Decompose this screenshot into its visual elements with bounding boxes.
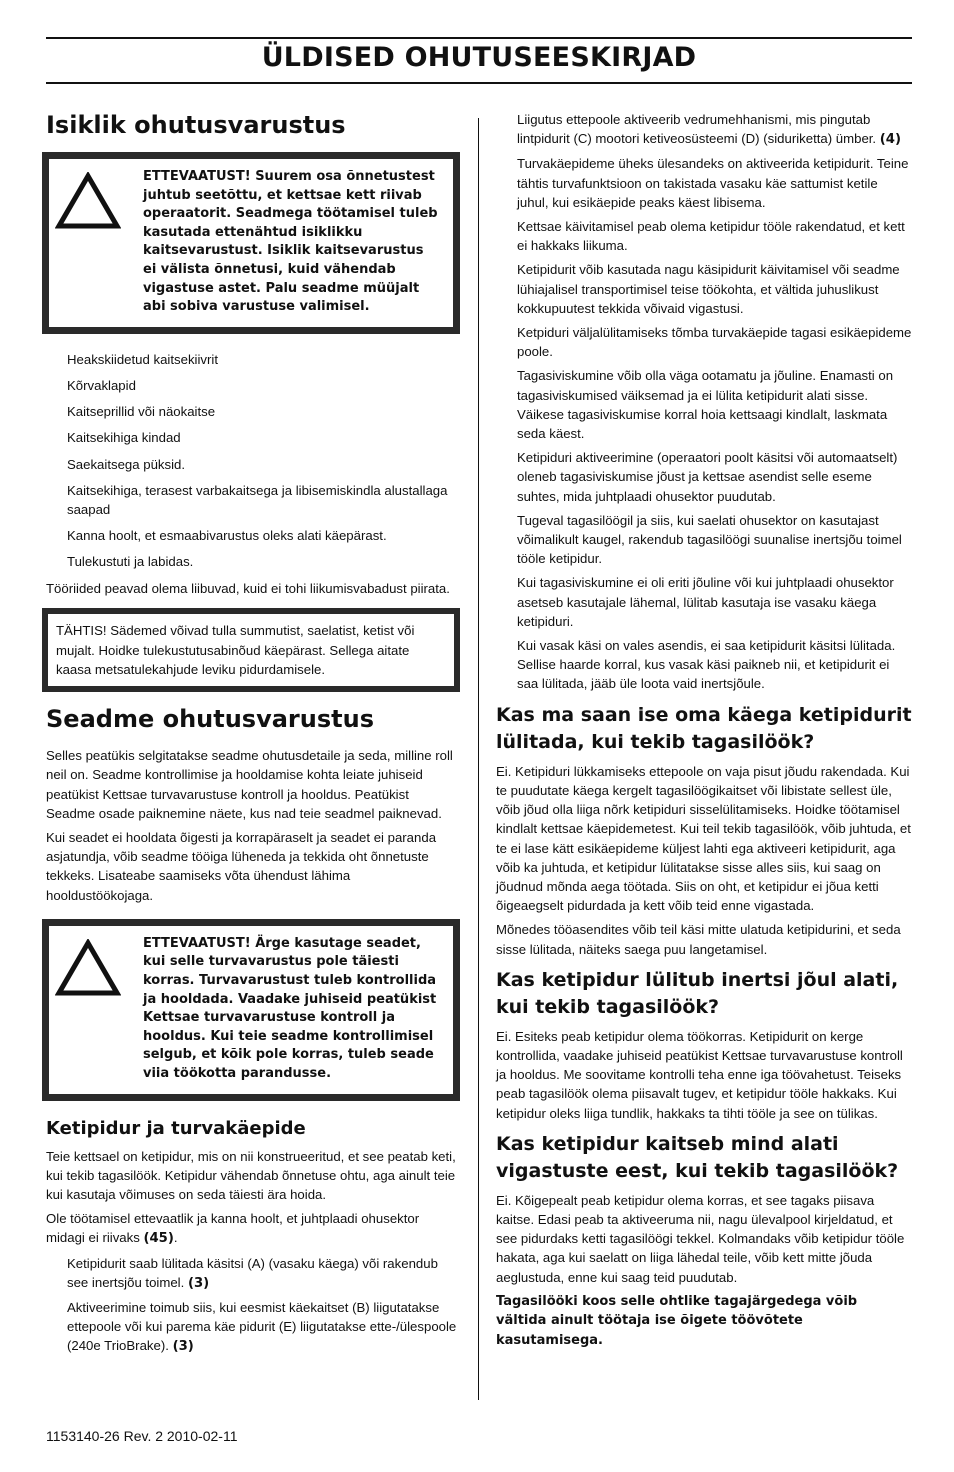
- paragraph: Selles peatükis selgitatakse seadme ohutusdetaile ja seda, milline roll neil on. Seadme kontrollimise ja hooldamise kohta leiate juhiseid peatükist Kettsae turvavarustuse kontroll ja hooldus. Peatükist Seadme osade paiknemine näete, kus nad teie seadmel paiknevad.: [46, 748, 453, 821]
- subsection-title: Ketipidur ja turvakäepide: [46, 1117, 306, 1139]
- paragraph: Ketipidurit võib kasutada nagu käsipidurit käivitamisel või seadme lühiajalisel transportimisel teise töökohta, et vältida juhuslikust kokkupuutest tekkida võivaid vigastusi.: [517, 262, 900, 316]
- paragraph: Kui vasak käsi on vales asendis, ei saa ketipidurit käsitsi lülitada. Sellise haarde korral, kus vasak käsi paikneb nii, et ketipidurit ei saa lülitada, jääb üle loota vaid inertsjõule.: [517, 638, 896, 692]
- column-divider: [478, 118, 479, 1400]
- paragraph: Teie kettsael on ketipidur, mis on nii konstrueeritud, et see peatab keti, kui tekib tagasilöök. Ketipidur vähendab õnnetuse ohtu, aga ainult teie kui kasutaja võimuses on seda täiesti ära hoida.: [46, 1148, 456, 1202]
- section-title-personal-equipment: Isiklik ohutusvarustus: [46, 111, 346, 139]
- paragraph: Kettsae käivitamisel peab olema ketipidur tööle rakendatud, et kett ei hakkaks liikuma.: [517, 219, 905, 254]
- paragraph-text: Ketipidurit saab lülitada käsitsi (A) (vasaku käega) või rakendub see inertsjõu toimel.: [67, 1255, 438, 1290]
- paragraph: Tagasiviskumine võib olla väga ootamatu ja jõuline. Enamasti on tagasiviskumised väiksemad ja ei lülita ketipidurit alati sisse. Väikese tagasiviskumise korral hoia kettsaagi kindlalt, laskmata seda käest.: [517, 368, 894, 442]
- paragraph: Turvakäepideme üheks ülesandeks on aktiveerida ketipidurit. Teine tähtis turvafunktsioon on takistada vasaku käe sattumist ketile juhul, kui esikäepide peaks käest libisema.: [517, 156, 909, 210]
- clothing-text: Tööriided peavad olema liibuvad, kuid ei tohi liikumisvabadust piirata.: [46, 580, 450, 596]
- emphasis-paragraph: Tagasilööki koos selle ohtlike tagajärgedega võib vältida ainult töötaja ise õigete töövõtete kasutamisega.: [496, 1293, 858, 1348]
- figure-ref: (45): [143, 1231, 174, 1247]
- equipment-item: Kanna hoolt, et esmaabivarustus oleks alati käepärast.: [67, 528, 387, 544]
- warning-text-1: ETTEVAATUST! Suurem osa õnnetustest juhtub seetõttu, et kettsae kett riivab operaatorit. Seadmega töötamisel tuleb kasutada ettenähtud isiklikku kaitsevarustust. Isiklik kaitsevarustus ei välista õnnetusi, kuid vähendab vigastuse astet. Palu seadme müüjalt abi sobiva varustuse valimisel.: [143, 169, 438, 315]
- header-rule-top: [46, 37, 912, 39]
- notice-box: [42, 608, 460, 692]
- paragraph: Kui tagasiviskumine ei oli eriti jõuline või kui juhtplaadi ohusektor asetseb kasutajale lähemal, lülitab kasutaja ise vasaku käega ketipiduri.: [517, 575, 894, 629]
- paragraph: Ei. Esiteks peab ketipidur olema töökorras. Ketipidurit on kerge kontrollida, vaadake juhiseid peatükist Kettsae turvavarustuse kontroll ja hooldus. Me soovitame kontrolli teha enne iga töövahetust. Teiseks peab tagasilöök olema piisavalt tugev, et ketipidur tööle hakkaks. Kui ketipidur oleks liiga tundlik, hakkaks ta tihti tööle ja see on tülikas.: [496, 1028, 903, 1121]
- warning-box-1: [42, 152, 460, 334]
- equipment-item: Tulekustuti ja labidas.: [67, 554, 194, 570]
- warning-triangle-icon: [55, 935, 127, 1084]
- paragraph: [46, 1254, 460, 1293]
- equipment-item: Heakskiidetud kaitsekiivrit: [67, 351, 218, 367]
- paragraph: Ei. Kõigepealt peab ketipidur olema korras, et see tagaks piisava kaitse. Edasi peab ta aktiveeruma nii, nagu ülevalpool kirjeldatud, et see pidurdaks ketti tagasilöögi tekkel. Kolmandaks võib ketipidur tööle hakata, aga kui saelatt on liiga lähedal teile, võib kett mitte jõuda aeglustuda, enne kui saag teid puudutab.: [496, 1192, 905, 1285]
- paragraph: Ketpiduri väljalülitamiseks tõmba turvakäepide tagasi esikäepideme poole.: [517, 325, 912, 360]
- equipment-item: Saekaitsega püksid.: [67, 456, 186, 472]
- paragraph: Ei. Ketipiduri lükkamiseks ettepoole on vaja pisut jõudu rakendada. Kui te puudutate käega kergelt tagasilöögikaitset või libistate sellest üle, võib jõud olla liiga nõrk ketipiduri sisselülitamiseks. Hoidke töötamisel kindlalt kettsae käepidemetest. Kui teil tekib tagasilöök, võib juhtuda, et te ei lase kätt esikäepideme küljest lahti ega aktiveeri ketipidurit, aga võib ka juhtuda, et ketipidur lülitatakse sisse alles siis, kui saag on jõudnud mõnda aega töötada. Siis on oht, et ketipidur ei jõua ketti õigeaegselt pidurdada ja kett võib teid enne vigastada.: [496, 763, 911, 914]
- equipment-item: Kaitsekihiga, terasest varbakaitsega ja libisemiskindla alustallaga saapad: [67, 482, 448, 517]
- page-title: ÜLDISED OHUTUSEESKIRJAD: [261, 42, 697, 73]
- figure-ref: (3): [187, 1275, 210, 1291]
- equipment-item: Kaitsekihiga kindad: [67, 430, 181, 446]
- warning-box-2: [42, 919, 460, 1101]
- header-rule-bottom: [46, 82, 912, 84]
- paragraph: [496, 110, 912, 149]
- paragraph: Tugeval tagasilöögil ja siis, kui saelati ohusektor on kasutajast võimalikult kaugel, rakendub tagasilöögi suunalise inertsjõu toimel tööle ketipidur.: [517, 512, 902, 567]
- paragraph: [46, 1298, 460, 1357]
- warning-triangle-icon: [55, 168, 127, 317]
- question-heading: Kas ma saan ise oma käega ketipidurit lülitada, kui tekib tagasilöök?: [496, 703, 912, 753]
- question-heading: Kas ketipidur kaitseb mind alati vigastuste eest, kui tekib tagasilöök?: [496, 1132, 899, 1182]
- question-heading: Kas ketipidur lülitub inertsi jõul alati, kui tekib tagasilöök?: [496, 968, 899, 1018]
- equipment-item: Kõrvaklapid: [67, 377, 136, 393]
- paragraph-text: Ole töötamisel ettevaatlik ja kanna hoolt, et juhtplaadi ohusektor midagi ei riivaks: [46, 1211, 420, 1246]
- paragraph-text: Liigutus ettepoole aktiveerib vedrumehhanismi, mis pingutab lintpidurit (C) mootori ketiveosüsteemi (D) (siduriketta) ümber.: [517, 112, 877, 147]
- equipment-item: Kaitseprillid või näokaitse: [67, 404, 216, 420]
- paragraph: Ketipiduri aktiveerimine (operaatori poolt käsitsi või automaatselt) oleneb tagasiviskumise jõust ja kettsae asendist selle eseme suhtes, mida juhtplaadi ohusektor puudutab.: [517, 450, 898, 504]
- paragraph: Mõnedes tööasendites võib teil käsi mitte ulatuda ketipidurini, et seda sisse lülitada, näiteks saega puu langetamisel.: [496, 922, 901, 957]
- document-id: 1153140-26 Rev. 2 2010-02-11: [46, 1428, 238, 1444]
- figure-ref: (3): [172, 1339, 194, 1355]
- paragraph: Ole töötamisel ettevaatlik ja kanna hoolt, et juhtplaadi ohusektor midagi ei riivaks (45).: [46, 1211, 420, 1247]
- left-column: [46, 110, 460, 1362]
- paragraph-text: Aktiveerimine toimub siis, kui eesmist käekaitset (B) liigutatakse ettepoole või kui parema käe pidurit (E) liigutatakse ette-/ülespoole (240e TrioBrake).: [67, 1299, 457, 1354]
- warning-text-2: ETTEVAATUST! Ärge kasutage seadet, kui selle turvavarustus pole täiesti korras. Turvavarustust tuleb kontrollida ja hooldada. Vaadake juhiseid peatükist Kettsae turvavarustuse kontroll ja hooldus. Kui teie seadme kontrollimisel selgub, et kõik pole korras, tuleb seade viia töökotta parandusse.: [143, 935, 437, 1081]
- right-column: [496, 110, 912, 1355]
- notice-text: TÄHTIS! Sädemed võivad tulla summutist, saelatist, ketist või mujalt. Hoidke tulekustutusabinõud käepärast. Sellega aitate kaasa metsatulekahjude leviku pidurdamisele.: [56, 622, 415, 678]
- figure-ref: (4): [879, 132, 902, 148]
- section-title-machine-equipment: Seadme ohutusvarustus: [46, 705, 374, 734]
- paragraph: Kui seadet ei hooldata õigesti ja korrapäraselt ja seadet ei paranda asjatundja, võib seadme tööiga lüheneda ja tekkida oht õnnetuste tekkeks. Lisateabe saamiseks võta ühendust lähima hooldustöökojaga.: [46, 829, 437, 903]
